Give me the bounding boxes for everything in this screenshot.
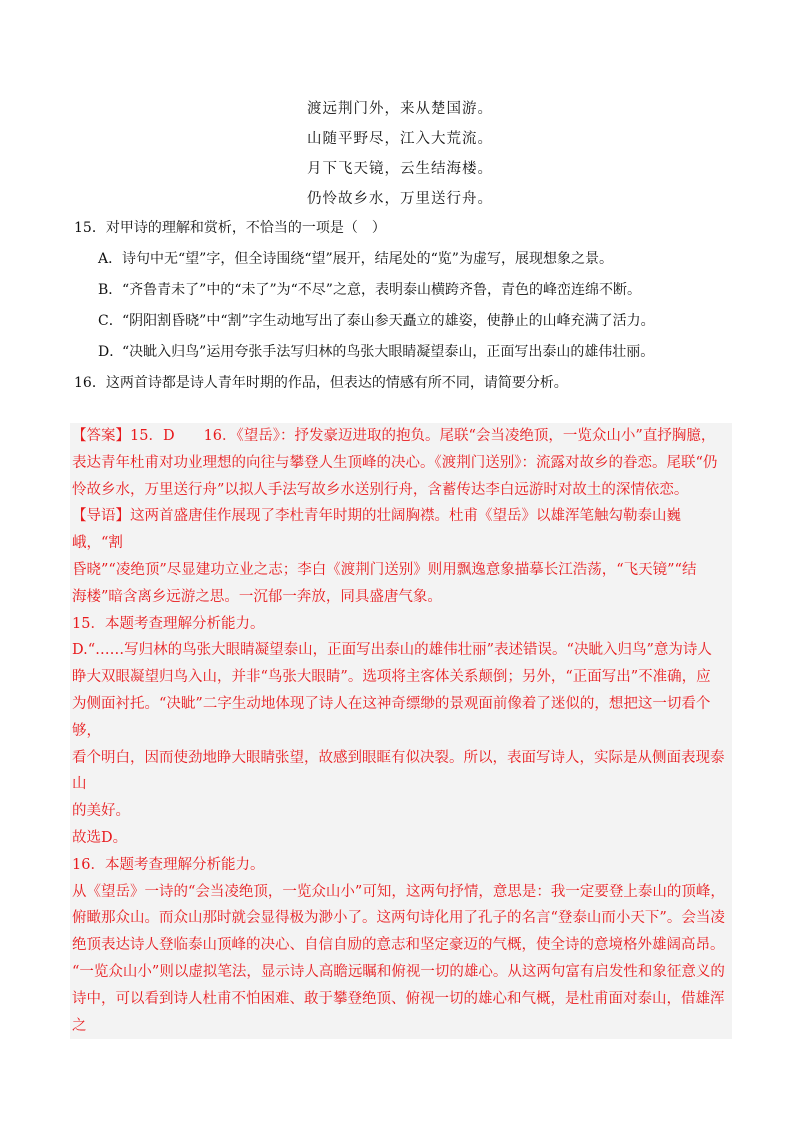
question-15-option-d [98, 342, 728, 362]
answer-line: 为侧面衬托。“决眦”二字生动地体现了诗人在这神奇缥缈的景观面前像着了迷似的，想把这一切看个够， [72, 695, 711, 739]
question-16-stem: 16．这两首诗都是诗人青年时期的作品，但表达的情感有所不同，请简要分析。 [74, 375, 568, 391]
answer-line: 从《望岳》一诗的“会当凌绝顶，一览众山小”可知，这两句抒情，意思是：我一定要登上泰山的顶峰， [72, 883, 725, 900]
answer-line: 16．本题考查理解分析能力。 [72, 856, 265, 873]
option-key: D． [98, 344, 124, 360]
poem-line: 渡远荆门外，来从楚国游。 [307, 101, 493, 117]
option-text: “阴阳割昏晓”中“割”字生动地写出了泰山参天矗立的雄姿，使静止的山峰充满了活力。 [122, 313, 655, 329]
question-15-option-b [98, 280, 728, 300]
question-15-stem: 15．对甲诗的理解和赏析，不恰当的一项是（ ） [74, 220, 386, 236]
answer-line: “一览众山小”则以虚拟笔法，显示诗人高瞻远瞩和俯视一切的雄心。从这两句富有启发性和象征意义的 [72, 963, 725, 980]
answer-explanation [70, 423, 732, 1039]
answer-line: D.“……写归林的鸟张大眼睛凝望泰山，正面写出泰山的雄伟壮丽”表述错误。“决眦入归鸟”意为诗人 [72, 642, 712, 659]
answer-line: 绝顶表达诗人登临泰山顶峰的决心、自信自励的意志和坚定豪迈的气概，使全诗的意境格外雄阔高昂。 [72, 937, 725, 954]
poem-line: 山随平野尽，江入大荒流。 [307, 131, 493, 147]
answer-line: 表达青年杜甫对功业理想的向往与攀登人生顶峰的决心。《渡荆门送别》：流露对故乡的眷恋。尾联“仍 [72, 454, 718, 471]
answer-line: 看个明白，因而使劲地睁大眼睛张望，故感到眼眶有似决裂。所以，表面写诗人，实际是从侧面表现泰山 [72, 749, 725, 793]
answer-line: 海楼”暗含离乡远游之思。一沉郁一奔放，同具盛唐气象。 [72, 588, 442, 605]
question-15-option-c [98, 311, 728, 331]
answer-line: 怜故乡水，万里送行舟”以拟人手法写故乡水送别行舟，含蓄传达李白远游时对故土的深情依恋。 [72, 481, 689, 498]
option-text: 诗句中无“望”字，但全诗围绕“望”展开，结尾处的“览”为虚写，展现想象之景。 [122, 251, 613, 267]
answer-line: 【答案】15．D 16．《望岳》：抒发豪迈进取的抱负。尾联“会当凌绝顶，一览众山小”直抒胸臆， [72, 428, 716, 444]
question-15-option-a [98, 249, 728, 269]
poem-line: 仍怜故乡水，万里送行舟。 [307, 191, 493, 207]
option-key: C． [98, 313, 123, 329]
option-key: A． [98, 251, 123, 267]
option-text: “齐鲁青未了”中的“未了”为“不尽”之意，表明泰山横跨齐鲁，青色的峰峦连绵不断。 [122, 282, 641, 298]
poem-block [0, 94, 800, 214]
answer-line: 俯瞰那众山。而众山那时就会显得极为渺小了。这两句诗化用了孔子的名言“登泰山而小天下”。会当凌 [72, 910, 725, 927]
poem-line: 月下飞天镜，云生结海楼。 [307, 161, 493, 177]
option-text: “决眦入归鸟”运用夸张手法写归林的鸟张大眼睛凝望泰山，正面写出泰山的雄伟壮丽。 [122, 344, 655, 360]
answer-line: 【导语】这两首盛唐佳作展现了李杜青年时期的壮阔胸襟。杜甫《望岳》以雄浑笔触勾勒泰山巍峨，“割 [72, 508, 681, 552]
answer-line: 故选D。 [72, 829, 128, 846]
answer-line: 的美好。 [72, 803, 130, 820]
answer-line: 昏晓”“凌绝顶”尽显建功立业之志；李白《渡荆门送别》则用飘逸意象描摹长江浩荡，“飞天镜”“结 [72, 561, 697, 578]
answer-line: 诗中，可以看到诗人杜甫不怕困难、敢于攀登绝顶、俯视一切的雄心和气概，是杜甫面对泰山，借雄浑之 [72, 990, 725, 1034]
answer-line: 15．本题考查理解分析能力。 [72, 615, 265, 632]
answer-line: 睁大双眼凝望归鸟入山，并非“鸟张大眼睛”。选项将主客体关系颠倒；另外，“正面写出”不准确，应 [72, 669, 711, 686]
option-key: B． [98, 282, 123, 298]
